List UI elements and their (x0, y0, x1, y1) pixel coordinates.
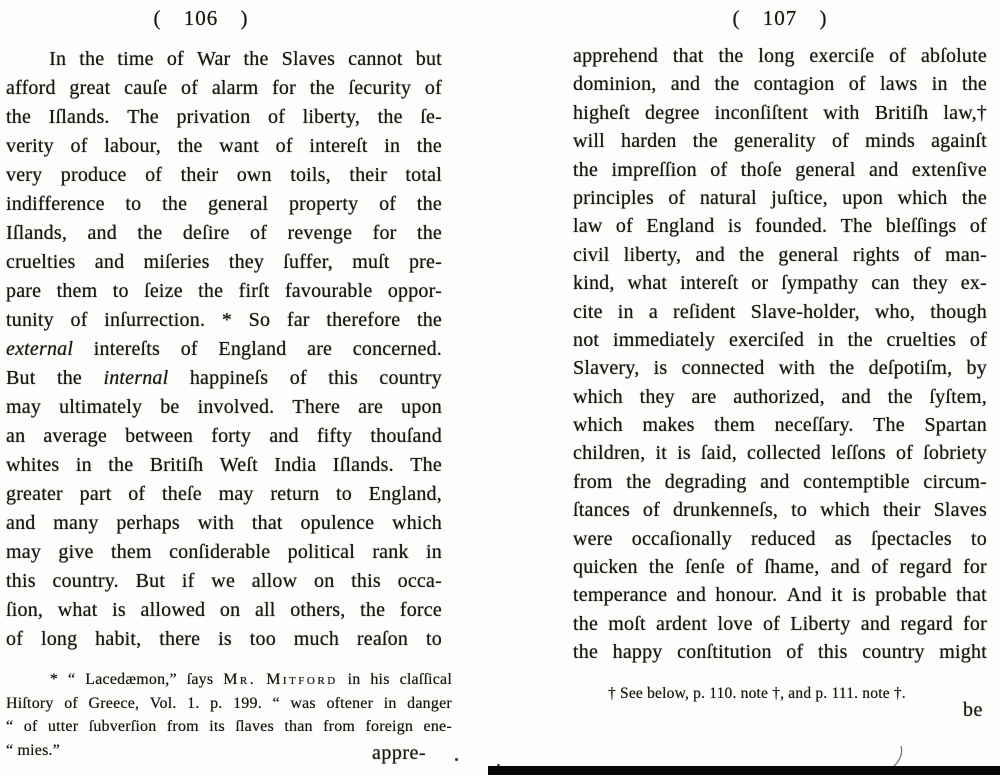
page-number-header-right: ( 107 ) (732, 6, 828, 30)
text-line: which they are authorized, and the ſyſtem, (573, 385, 987, 408)
text-line: of long habit, there is too much reaſon to (6, 628, 442, 650)
text-line: were occaſionally reduced as ſpectacles to (573, 527, 987, 550)
page-106 (6, 4, 452, 762)
text-line: may give them conſiderable political rank in (6, 541, 442, 563)
text-line: apprehend that the long exerciſe of abſolute (573, 45, 987, 67)
scan-edge-bar (488, 766, 1000, 775)
body-text-right (573, 42, 987, 667)
page-number-header-left: ( 106 ) (153, 6, 249, 30)
text-line: cruelties and miſeries they ſuffer, muſt pre- (6, 251, 442, 273)
text-line: afford great cauſe of alarm for the ſecurity of (6, 77, 442, 99)
text-line: Slavery, is connected with the deſpotiſm, by (573, 357, 987, 380)
text-line: † See below, p. 110. note †, and p. 111. note †. (608, 684, 906, 702)
text-line: and many perhaps with that opulence which (6, 512, 442, 534)
text-line: this country. But if we allow on this occa- (6, 570, 442, 592)
scan-artifact-speck (455, 758, 458, 761)
text-line: the Iſlands. The privation of liberty, the ſe- (6, 106, 442, 128)
text-line: tunity of inſurrection. * So far therefore the (6, 309, 442, 331)
text-line: quicken the ſenſe of ſhame, and of regard for (573, 556, 987, 579)
text-line: civil liberty, and the general rights of man- (573, 243, 987, 266)
text-line: not immediately exerciſed in the cruelties of (573, 328, 987, 351)
text-line: the impreſſion of thoſe general and extenſive (573, 158, 987, 181)
text-line: dominion, and the contagion of laws in the (573, 73, 987, 96)
text-line: kind, what intereſt or ſympathy can they ex- (573, 272, 987, 295)
text-line: verity of labour, the want of intereſt in the (6, 135, 442, 157)
text-line: pare them to ſeize the firſt favourable oppor- (6, 280, 442, 302)
text-line: very produce of their own toils, their total (6, 164, 442, 186)
text-line: cite in a reſident Slave-holder, who, though (573, 300, 987, 323)
text-line: from the degrading and contemptible circum- (573, 470, 987, 493)
page-107 (573, 4, 987, 705)
text-line: the moſt ardent love of Liberty and regard for (573, 612, 987, 635)
text-line: whites in the Britiſh Weſt India Iſlands. The (6, 454, 442, 476)
text-line: greater part of theſe may return to England, (6, 483, 442, 505)
text-line: which makes them neceſſary. The Spartan (573, 414, 987, 437)
text-line: Hiſtory of Greece, Vol. 1. p. 199. “ was oftener in danger (6, 694, 452, 712)
text-line: ſtances of drunkenneſs, to which their Slaves (573, 499, 987, 522)
text-line: may ultimately be involved. There are upon (6, 396, 442, 418)
catchword-left: appre- (372, 742, 427, 764)
text-line: temperance and honour. And it is probable that (573, 584, 987, 607)
text-line: “ of utter ſubverſion from its ſlaves than from foreign ene- (6, 718, 452, 735)
text-line: Iſlands, and the deſire of revenge for the (6, 222, 442, 244)
text-line: In the time of War the Slaves cannot but (49, 48, 442, 70)
text-line: principles of natural juſtice, upon which the (573, 186, 987, 209)
footnote-right (573, 682, 987, 706)
text-line: * “ Lacedæmon,” ſays Mr. Mitford in his claſſical (49, 671, 452, 688)
text-line: an average between forty and fifty thouſand (6, 425, 442, 447)
text-line: law of England is founded. The bleſſings of (573, 215, 987, 238)
text-line: external intereſts of England are concerned. (6, 338, 442, 360)
text-line: children, it is ſaid, collected leſſons of ſobriety (573, 442, 987, 465)
catchword-right: be (963, 699, 983, 721)
text-line: higheſt degree inconſiſtent with Britiſh law,† (573, 101, 987, 124)
text-line: will harden the generality of minds againſt (573, 130, 987, 153)
text-line: ſion, what is allowed on all others, the force (6, 599, 442, 621)
text-line: “ mies.” (6, 741, 61, 759)
text-line: the happy conſtitution of this country might (573, 641, 987, 664)
body-text-left (6, 45, 442, 654)
text-line: indifference to the general property of the (6, 193, 442, 215)
text-line: But the internal happineſs of this country (6, 367, 442, 389)
